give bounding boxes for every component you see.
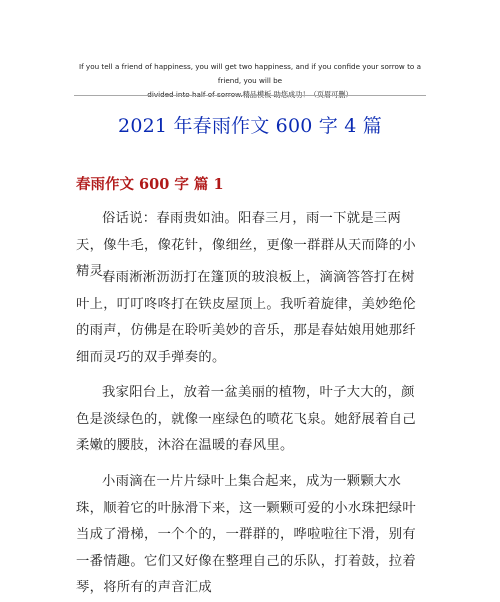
paragraph-4: 小雨滴在一片片绿叶上集合起来，成为一颗颗大水珠，顺着它的叶脉滑下来，这一颗颗可爱的小水珠把绿叶当成了滑梯，一个个的，一群群的，哗啦啦往下滑，别有一番情趣。它们又好像在整理自己的乐队，打着鼓，拉着琴，将所有的声音汇成 (76, 474, 416, 595)
paragraph-1: 俗话说：春雨贵如油。阳春三月，雨一下就是三两天，像牛毛，像花针，像细丝，更像一群群从天而降的小精灵。 (76, 211, 416, 279)
document-title: 2021 年春雨作文 600 字 4 篇 (118, 115, 382, 137)
paragraph-2: 春雨淅淅沥沥打在篷顶的玻浪板上，滴滴答答打在树叶上，叮叮咚咚打在铁皮屋顶上。我听着旋律，美妙绝伦的雨声，仿佛是在聆听美妙的音乐，那是春姑娘用她那纤细而灵巧的双手弹奏的。 (76, 270, 416, 365)
header-note-line-2: divided into half of sorrow.精品模板 助您成功！（页眉可删） (147, 90, 353, 99)
header-note-line-1: If you tell a friend of happiness, you will get two happiness, and if you confide your sorrow to a friend, you will be (79, 62, 421, 85)
paragraph-3: 我家阳台上，放着一盆美丽的植物，叶子大大的，颜色是淡绿色的，就像一座绿色的喷花飞泉。她舒展着自己柔嫩的腰肢，沐浴在温暖的春风里。 (76, 385, 416, 453)
section-heading: 春雨作文 600 字 篇 1 (76, 176, 224, 193)
header-divider (74, 95, 426, 96)
